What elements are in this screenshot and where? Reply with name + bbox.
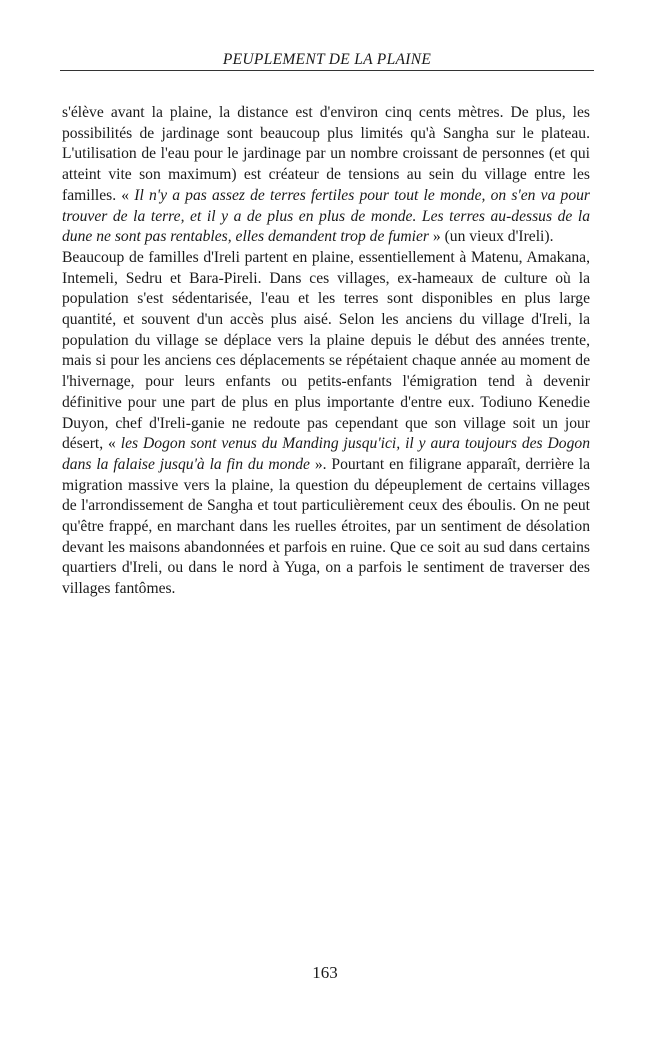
running-title: PEUPLEMENT DE LA PLAINE: [222, 51, 432, 68]
paragraph-2-text-b: ». Pourtant en filigrane apparaît, derrière la migration massive vers la plaine, la question du dépeuplement de certains villages de l'arrondissement de Sangha et tout particulièrement ceux des éboulis. On ne peut qu'être frappé, en marchant dans les ruelles étroites, par un sentiment de désolation devant les maisons abandonnées et parfois en ruine. Que ce soit au sud dans certains quartiers d'Ireli, ou dans le nord à Yuga, on a parfois le sentiment de traverser des villages fantômes.: [62, 455, 590, 598]
paragraph-1-text-a: s'élève avant la plaine, la distance est d'environ cinq cents mètres. De plus, les possibilités de jardinage sont beaucoup plus limités qu'à Sangha sur le plateau. L'utilisation de l'eau pour le jardinage par un nombre croissant de personnes (et qui atteint vite son maximum) est créateur de tensions au sein du village entre les familles. «: [62, 104, 590, 204]
paragraph-2-quote: les Dogon sont venus du Manding jusqu'ici, il y aura toujours des Dogon dans la falaise jusqu'à la fin du monde: [62, 435, 590, 473]
page-number: 163: [312, 963, 338, 982]
paragraph-2: [62, 248, 590, 600]
paragraph-1-quote: Il n'y a pas assez de terres fertiles pour tout le monde, on s'en va pour trouver de la terre, et il y a de plus en plus de monde. Les terres au-dessus de la dune ne sont pas rentables, elles demandent trop de fumier: [62, 186, 590, 246]
paragraph-1-text-b: » (un vieux d'Ireli).: [428, 228, 554, 246]
body-text: [62, 103, 590, 600]
running-header: [60, 51, 594, 71]
paragraph-2-text-a: Beaucoup de familles d'Ireli partent en plaine, essentiellement à Matenu, Amakana, Intemeli, Sedru et Bara-Pireli. Dans ces villages, ex-hameaux de culture où la population s'est sédentarisée, l'eau et les terres sont disponibles en plus large quantité, et souvent d'un accès plus aisé. Selon les anciens du village d'Ireli, la population du village se déplace vers la plaine depuis le début des années trente, mais si pour les anciens ces déplacements se répétaient chaque année au moment de l'hivernage, pour leurs enfants ou petits-enfants l'émigration tend à devenir définitive pour une part de plus en plus importante d'entre eux. Todiuno Kenedie Duyon, chef d'Ireli-ganie ne redoute pas cependant que son village soit un jour désert, «: [62, 248, 590, 453]
paragraph-1: [62, 103, 590, 248]
